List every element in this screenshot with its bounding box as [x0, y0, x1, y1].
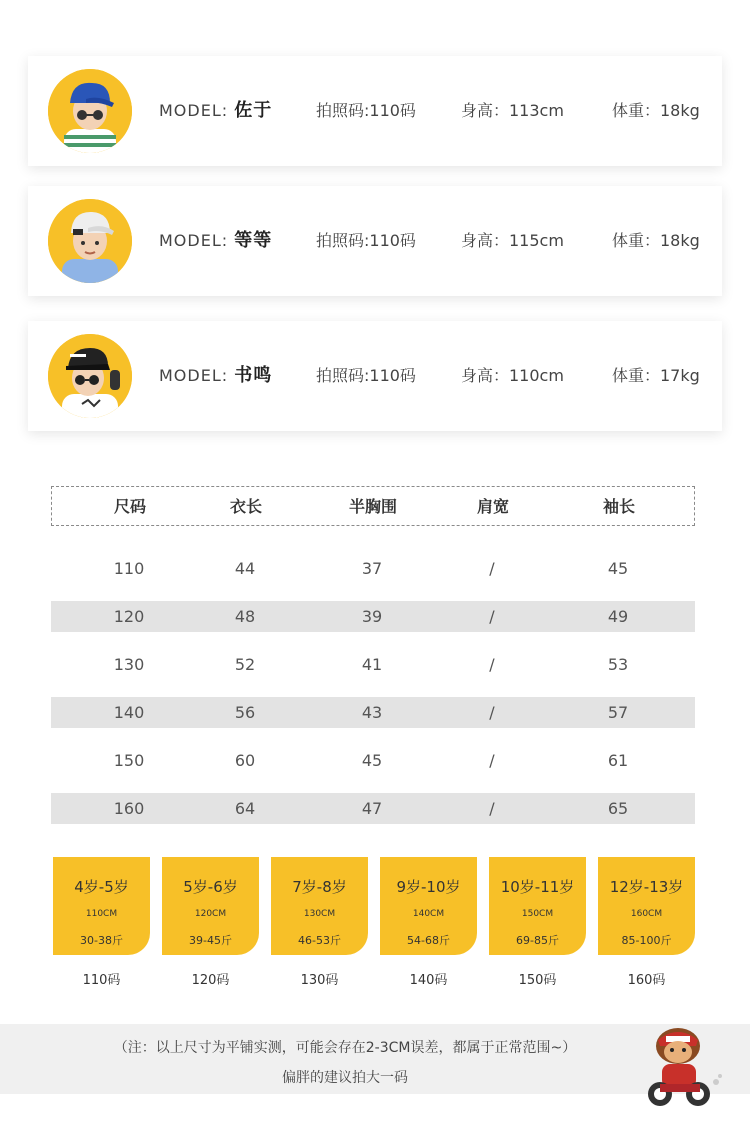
table-cell: /: [489, 751, 495, 770]
measurement-note: （注：以上尺寸为平铺实测，可能会存在2-3CM误差，都属于正常范围~）: [113, 1040, 577, 1056]
badge-height: 120CM: [194, 909, 227, 919]
model-name: 等等: [234, 230, 273, 251]
model-card: [28, 186, 722, 296]
model-avatar: [48, 69, 132, 153]
badge-size-code: 150码: [518, 973, 557, 988]
badge-size-code: 140码: [409, 973, 448, 988]
table-cell: 48: [234, 607, 256, 626]
table-cell: 65: [607, 799, 629, 818]
model-label: MODEL: 等等: [159, 230, 273, 251]
model-photo-size: 拍照码:110码: [316, 231, 416, 250]
table-cell: /: [489, 559, 495, 578]
table-row: [51, 649, 695, 680]
table-cell: 130: [113, 655, 145, 674]
table-row: [51, 601, 695, 632]
badge-age: 9岁-10岁: [396, 878, 461, 896]
table-cell: 64: [234, 799, 256, 818]
badge-age: 4岁-5岁: [74, 878, 129, 896]
model-name: 书鸣: [234, 365, 273, 386]
model-card: [28, 56, 722, 166]
header-length: 衣长: [229, 497, 262, 516]
model-weight: 体重：18kg: [612, 231, 700, 250]
table-cell: /: [489, 799, 495, 818]
table-cell: 150: [113, 751, 145, 770]
badge-age: 5岁-6岁: [183, 878, 238, 896]
badge-height: 110CM: [85, 909, 118, 919]
badge-height: 160CM: [630, 909, 663, 919]
badge-height: 130CM: [303, 909, 336, 919]
table-cell: 52: [234, 655, 256, 674]
model-height: 身高：113cm: [461, 101, 564, 120]
table-cell: /: [489, 703, 495, 722]
table-cell: 43: [361, 703, 383, 722]
age-badge: [380, 857, 477, 955]
lion-rider-mascot-icon: [638, 1022, 724, 1114]
header-half-chest: 半胸围: [348, 497, 397, 516]
header-sleeve: 袖长: [602, 497, 635, 516]
table-row: [51, 793, 695, 824]
table-cell: 56: [234, 703, 256, 722]
model-height: 身高：115cm: [461, 231, 564, 250]
table-cell: 160: [113, 799, 145, 818]
badge-age: 10岁-11岁: [500, 878, 575, 896]
model-avatar: [48, 199, 132, 283]
badge-age: 12岁-13岁: [609, 878, 684, 896]
badge-size-code: 110码: [82, 973, 121, 988]
model-height: 身高：110cm: [461, 366, 564, 385]
table-cell: 41: [361, 655, 383, 674]
age-badge: [271, 857, 368, 955]
table-cell: /: [489, 607, 495, 626]
table-cell: 61: [607, 751, 629, 770]
badge-weight: 46-53斤: [298, 934, 341, 947]
header-size: 尺码: [113, 497, 146, 516]
badge-size-code: 130码: [300, 973, 339, 988]
model-label: MODEL: 佐于: [159, 100, 273, 121]
model-photo-size: 拍照码:110码: [316, 101, 416, 120]
age-badge: [53, 857, 150, 955]
header-shoulder: 肩宽: [476, 497, 509, 516]
model-weight: 体重：17kg: [612, 366, 700, 385]
badge-size-code: 120码: [191, 973, 230, 988]
table-row: [51, 553, 695, 584]
model-name: 佐于: [234, 100, 273, 121]
table-cell: 120: [113, 607, 145, 626]
age-badge: [489, 857, 586, 955]
table-cell: 49: [607, 607, 629, 626]
age-badge: [598, 857, 695, 955]
badge-weight: 39-45斤: [189, 934, 232, 947]
badge-age: 7岁-8岁: [292, 878, 347, 896]
model-photo-size: 拍照码:110码: [316, 366, 416, 385]
sizing-advice: 偏胖的建议拍大一码: [282, 1070, 408, 1086]
badge-height: 140CM: [412, 909, 445, 919]
model-card: [28, 321, 722, 431]
model-label: MODEL: 书鸣: [159, 365, 273, 386]
table-cell: 45: [361, 751, 383, 770]
table-cell: 44: [234, 559, 256, 578]
table-cell: 37: [361, 559, 383, 578]
badge-weight: 54-68斤: [407, 934, 450, 947]
age-badge: [162, 857, 259, 955]
badge-height: 150CM: [521, 909, 554, 919]
table-cell: /: [489, 655, 495, 674]
badge-weight: 30-38斤: [80, 934, 123, 947]
table-row: [51, 745, 695, 776]
size-table: [51, 486, 695, 818]
model-avatar: [48, 334, 132, 418]
table-row: [51, 697, 695, 728]
badge-weight: 85-100斤: [621, 934, 672, 947]
table-cell: 47: [361, 799, 383, 818]
table-cell: 60: [234, 751, 256, 770]
table-header: [51, 486, 695, 526]
table-cell: 57: [607, 703, 629, 722]
table-cell: 39: [361, 607, 383, 626]
badge-size-code: 160码: [627, 973, 666, 988]
table-cell: 53: [607, 655, 629, 674]
table-cell: 140: [113, 703, 145, 722]
table-cell: 110: [113, 559, 145, 578]
table-cell: 45: [607, 559, 629, 578]
badge-weight: 69-85斤: [516, 934, 559, 947]
model-weight: 体重：18kg: [612, 101, 700, 120]
